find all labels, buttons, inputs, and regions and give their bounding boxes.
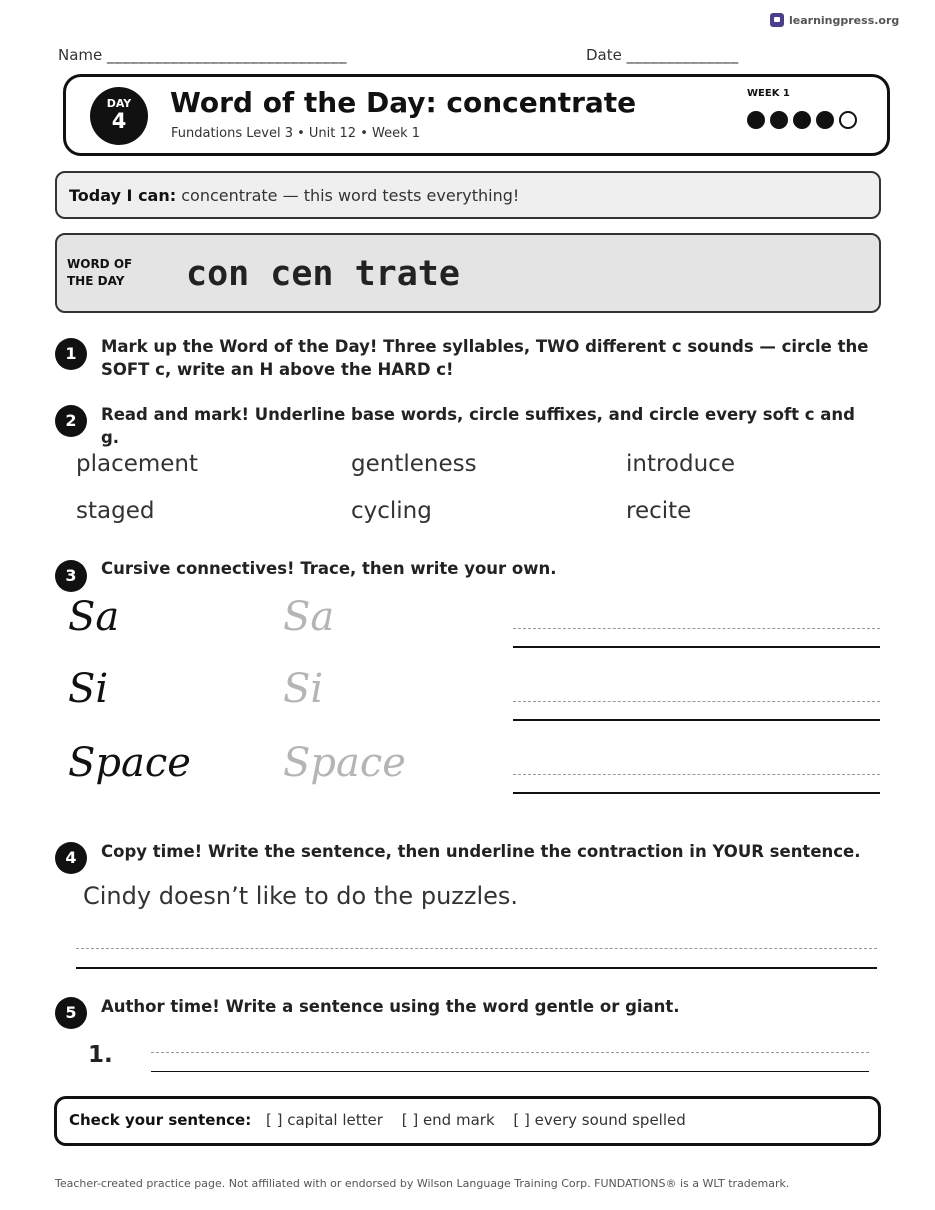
name-field <box>58 46 347 64</box>
progress-dot-empty <box>839 111 857 129</box>
date-blank: ______________ <box>626 46 739 64</box>
day-label: DAY <box>106 97 132 110</box>
section-number-3: 3 <box>55 560 87 592</box>
learning-goal <box>55 171 881 219</box>
cursive-write-line[interactable] <box>513 628 880 648</box>
word-of-day-label: WORD OF THE DAY <box>67 257 133 288</box>
practice-word: cycling <box>351 498 432 524</box>
practice-word: recite <box>626 498 692 524</box>
checklist-item-sounds[interactable]: [ ] every sound spelled <box>513 1111 686 1129</box>
checklist-item-end-mark[interactable]: [ ] end mark <box>401 1111 495 1129</box>
name-blank: ______________________________ <box>107 46 348 64</box>
checklist-item-capital[interactable]: [ ] capital letter <box>265 1111 383 1129</box>
progress-dot-filled <box>816 111 834 129</box>
checklist-label: Check your sentence: <box>69 1111 252 1129</box>
date-field <box>586 46 739 64</box>
cursive-write-line[interactable] <box>513 774 880 794</box>
cursive-write-line[interactable] <box>513 701 880 721</box>
copy-write-line[interactable] <box>76 948 877 969</box>
name-label: Name <box>58 46 103 64</box>
author-write-line[interactable] <box>151 1052 869 1072</box>
word-of-day-panel <box>55 233 881 313</box>
page-title: Word of the Day: concentrate <box>170 86 637 119</box>
practice-word: gentleness <box>351 451 477 477</box>
week-label: WEEK 1 <box>747 88 790 99</box>
section-4-instruction: Copy time! Write the sentence, then underline the contraction in YOUR sentence. <box>101 842 861 861</box>
day-number: 4 <box>111 109 127 133</box>
goal-label: Today I can: <box>69 186 177 205</box>
practice-word: introduce <box>626 451 735 477</box>
section-2-instruction: Read and mark! Underline base words, circle suffixes, and circle every soft c and g. <box>101 405 855 447</box>
cursive-model: Sa <box>68 594 120 640</box>
section-number-4: 4 <box>55 842 87 874</box>
book-icon <box>770 13 784 27</box>
section-5-instruction: Author time! Write a sentence using the word gentle or giant. <box>101 997 680 1016</box>
page-subtitle: Fundations Level 3 • Unit 12 • Week 1 <box>171 126 421 141</box>
section-number-1: 1 <box>55 338 87 370</box>
section-1-instruction: Mark up the Word of the Day! Three syllables, TWO different c sounds — circle the SOFT c, write an H above the HARD c! <box>101 337 869 379</box>
cursive-trace: Space <box>283 740 406 786</box>
section-number-5: 5 <box>55 997 87 1029</box>
cursive-model: Space <box>68 740 191 786</box>
date-label: Date <box>586 46 622 64</box>
practice-word: placement <box>76 451 199 477</box>
footer-disclaimer: Teacher-created practice page. Not affiliated with or endorsed by Wilson Language Training Corp. FUNDATIONS® is a WLT trademark. <box>55 1177 790 1190</box>
section-3-instruction: Cursive connectives! Trace, then write your own. <box>101 559 557 578</box>
author-line-number: 1. <box>88 1042 113 1068</box>
cursive-trace: Si <box>283 666 324 712</box>
day-badge <box>90 87 148 145</box>
section-number-2: 2 <box>55 405 87 437</box>
brand-logo <box>770 13 899 27</box>
progress-dot-filled <box>747 111 765 129</box>
progress-dot-filled <box>770 111 788 129</box>
week-progress-dots <box>747 111 857 129</box>
goal-text: concentrate — this word tests everything! <box>181 186 520 205</box>
sentence-checklist <box>54 1096 881 1146</box>
cursive-model: Si <box>68 666 109 712</box>
brand-label: learningpress.org <box>789 13 900 27</box>
copy-sentence: Cindy doesn’t like to do the puzzles. <box>83 882 519 910</box>
word-of-day-syllables: con cen trate <box>186 254 460 294</box>
practice-word: staged <box>76 498 155 524</box>
cursive-trace: Sa <box>283 594 335 640</box>
progress-dot-filled <box>793 111 811 129</box>
